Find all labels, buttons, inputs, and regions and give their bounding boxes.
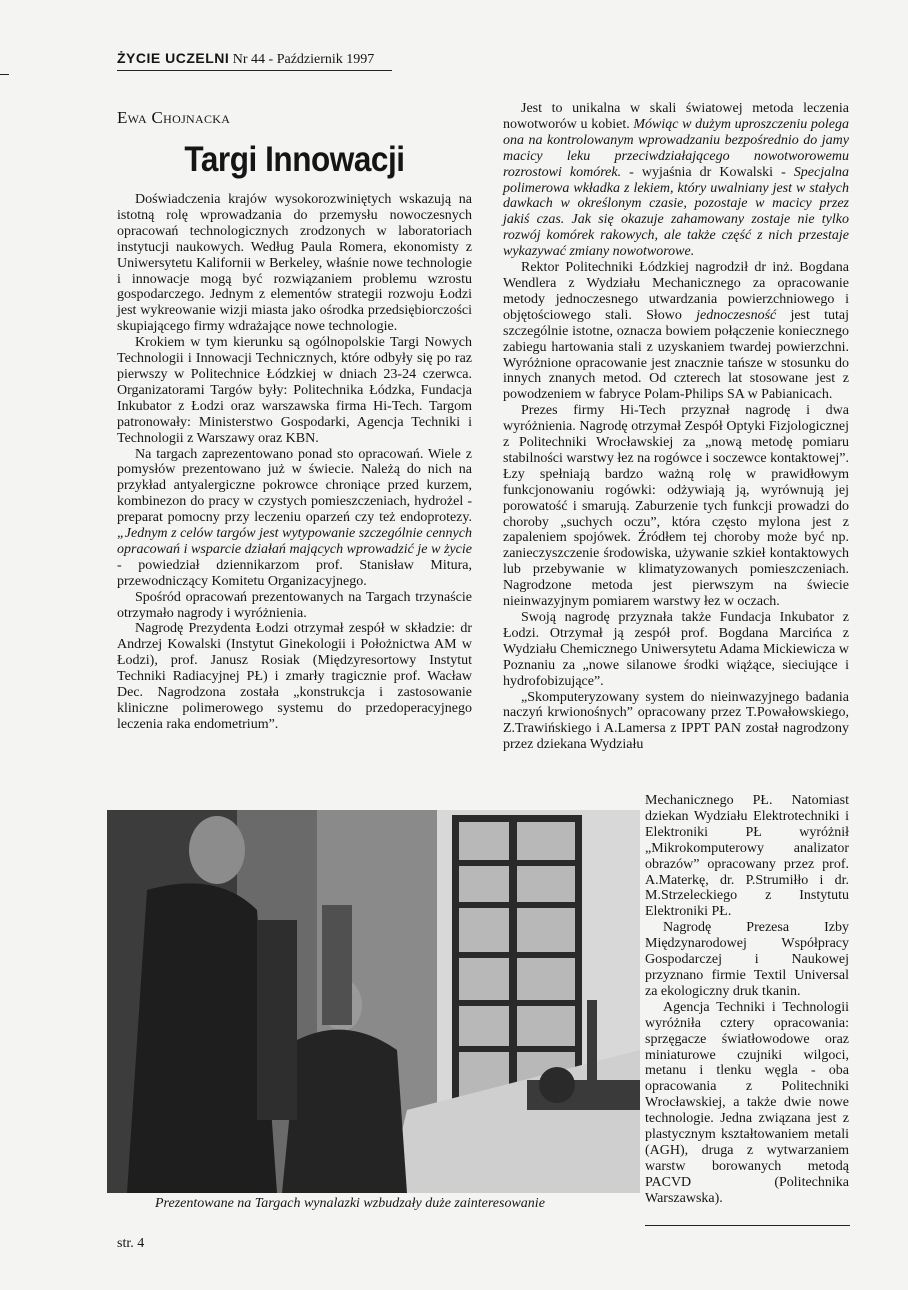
- paragraph: Prezes firmy Hi-Tech przyznał nagrodę i dwa wyróżnienia. Nagrodę otrzymał Zespół Optyki Fizjologicznej z Politechniki Wrocławskiej za „nową metodę pomiaru stabilności warstwy łez na rogówce i soczewce kontaktowej”. Łzy spełniają bardzo ważną rolę w prawidłowym funkcjonowaniu rogówki: odżywiają ją, wyrównują jej porowatość i smarują. Zaburzenie tych funkcji prowadzi do choroby „suchych oczu”, która często mylona jest z zapaleniem spojówek. Źródłem tej choroby może być np. zanieczyszczenie środowiska, używanie szkieł kontaktowych lub przebywanie w klimatyzowanych pomieszczeniach. Nagrodzone metoda jest pierwszym na świecie nieinwazyjnym pomiarem warstwy łez w oczach.: [503, 403, 849, 610]
- paragraph: [117, 447, 472, 590]
- paragraph-text: jest tutaj szczególnie istotne, oznacza bowiem połączenie koniecznego zabiegu hartowania stali z uzyskaniem twardej powierzchni. Wyróżnione opracowanie jest znacznie tańsze w stosunku do innych znanych metod. Od czterech lat stosowane jest z powodzeniem w fabryce Polam-Philips SA w Pabianicach.: [503, 307, 849, 403]
- paragraph: Nagrodę Prezesa Izby Międzynarodowej Współpracy Gospodarczej i Naukowej przyznano firmie Textil Universal za ekologiczny druk tkanin.: [645, 920, 849, 999]
- paragraph-text: Rektor Politechniki Łódzkiej nagrodził dr inż. Bogdana Wendlera z Wydziału Mechanicznego za opracowanie metody jednoczesnego utwardzania powierzchniowego i objętościowego stali. Słowo: [503, 260, 849, 323]
- paragraph: Mechanicznego PŁ. Natomiast dziekan Wydziału Elektrotechniki i Elektroniki PŁ wyróżnił „Mikrokomputerowy analizator obrazów” opracowany przez prof. A.Materkę, dr. P.Strumiłło i dr. M.Strzeleckiego z Instytutu Elektroniki PŁ.: [645, 793, 849, 920]
- paragraph: „Skomputeryzowany system do nieinwazyjnego badania naczyń krwionośnych” opracowany przez T.Powałowskiego, Z.Trawińskiego i A.Lamersa z IPPT PAN został nagrodzony przez dziekana Wydziału: [503, 689, 849, 753]
- paragraph: Doświadczenia krajów wysokorozwiniętych wskazują na istotną rolę wprowadzania do przemysłu nowoczesnych opracowań technologicznych zrodzonych w laboratoriach instytucji naukowych. Według Paula Romera, ekonomisty z Uniwersytetu Kalifornii w Berkeley, właśnie nowe technologie i innowacje mogą być rozwiązaniem problemu wzrostu gospodarczego. Jednym z elementów strategii rozwoju Łodzi jest wykreowanie wizji miasta jako ośrodka przedsiębiorczości skupiającego firmy wdrażające nowe technologie.: [117, 192, 472, 335]
- article-title: Targi Innowacji: [184, 140, 405, 179]
- end-rule: [645, 1225, 850, 1226]
- narrow-column: [645, 793, 849, 1207]
- right-column: [503, 101, 849, 753]
- paragraph: Krokiem w tym kierunku są ogólnopolskie Targi Nowych Technologii i Innowacji Technicznych, które odbyły się po raz pierwszy w Politechnice Łódzkiej w dniach 23-24 czerwca. Organizatorami Targów były: Politechnika Łódzka, Fundacja Inkubator z Łodzi oraz warszawska firma Hi-Tech. Targom patronowały: Ministerstwo Gospodarki, Agencja Techniki i Technologii z Warszawy oraz KBN.: [117, 335, 472, 446]
- issue-info: Nr 44 - Październik 1997: [232, 52, 375, 67]
- paragraph-text: Jest to unikalna w skali światowej metoda leczenia nowotworów u kobiet.: [503, 101, 849, 132]
- paragraph: Agencja Techniki i Technologii wyróżniła cztery opracowania: sprzęgacze światłowodowe oraz miniaturowe czujniki wilgoci, metanu i tlenku węgla - oba opracowania z Politechniki Wrocławskiej, a także dwie nowe technologie. Jedna związana jest z plastycznym kształtowaniem metali (AGH), druga z wytwarzaniem warstw borowanych metodą PACVD (Politechnika Warszawska).: [645, 999, 849, 1206]
- quote-text: Specjalna polimerowa wkładka z lekiem, który uwalniany jest w stałych dawkach w określonym czasie, pozostaje w macicy przez jakiś czas. Jak się okazuje zahamowany zostaje nie tylko rozwój komórek rakowych, ale także część z nich przestaje wykazywać zmiany nowotworowe.: [503, 164, 849, 260]
- paragraph: [503, 101, 849, 260]
- paragraph: Nagrodę Prezydenta Łodzi otrzymał zespół w składzie: dr Andrzej Kowalski (Instytut Ginekologii i Położnictwa AM w Łodzi), prof. Janusz Rosiak (Międzyresortowy Instytut Techniki Radiacyjnej PŁ) i zmarły tragicznie prof. Wacław Dec. Nagrodzona została „konstrukcja i zastosowanie kliniczne polimerowego systemu do przedoperacyjnego leczenia raka endometrium”.: [117, 621, 472, 732]
- paragraph: [503, 260, 849, 403]
- emphasis-word: jednoczesność: [696, 307, 777, 323]
- page-header: [117, 50, 385, 68]
- photo-caption: Prezentowane na Targach wynalazki wzbudzały duże zainteresowanie: [155, 1196, 545, 1211]
- paragraph-text: - powiedział dziennikarzom prof. Stanisław Mitura, przewodniczący Komitetu Organizacyjnego.: [117, 557, 472, 589]
- paragraph-text: - wyjaśnia dr Kowalski -: [621, 164, 794, 180]
- quote-text: „Jednym z celów targów jest wytypowanie szczególnie cennych opracowań i wsparcie działań mających wprowadzić je w życie: [117, 526, 472, 557]
- paragraph: Spośród opracowań prezentowanych na Targach trzynaście otrzymało nagrody i wyróżnienia.: [117, 589, 472, 621]
- fair-photo: [107, 810, 640, 1193]
- header-rule: [117, 70, 392, 71]
- author-byline: Ewa Chojnacka: [117, 108, 231, 127]
- margin-mark: [0, 74, 9, 75]
- page-number: str. 4: [117, 1236, 145, 1251]
- left-column: [117, 192, 472, 733]
- quote-text: Mówiąc w dużym uproszczeniu polega ona na kontrolowanym wprowadzaniu bezpośrednio do jamy macicy leku przeciwdziałającego nowotworowemu rozrostowi komórek.: [503, 116, 849, 180]
- paragraph-text: Na targach zaprezentowano ponad sto opracowań. Wiele z pomysłów prezentowano już w świecie. Należą do nich na przykład antyalergiczne pokrowce chroniące przed kurzem, kombinezon do pracy w czystych pomieszczeniach, hydrożel - preparat pomocny przy leczeniu oparzeń czy też endoprotezy.: [117, 446, 472, 526]
- magazine-title: ŻYCIE UCZELNI: [117, 50, 230, 66]
- paragraph: Swoją nagrodę przyznała także Fundacja Inkubator z Łodzi. Otrzymał ją zespół prof. Bogdana Marcińca z Wydziału Chemicznego Uniwersytetu Adama Mickiewicza w Poznaniu za „nowe silanowe środki wiążące, sieciujące i hydrofobizujące”.: [503, 610, 849, 689]
